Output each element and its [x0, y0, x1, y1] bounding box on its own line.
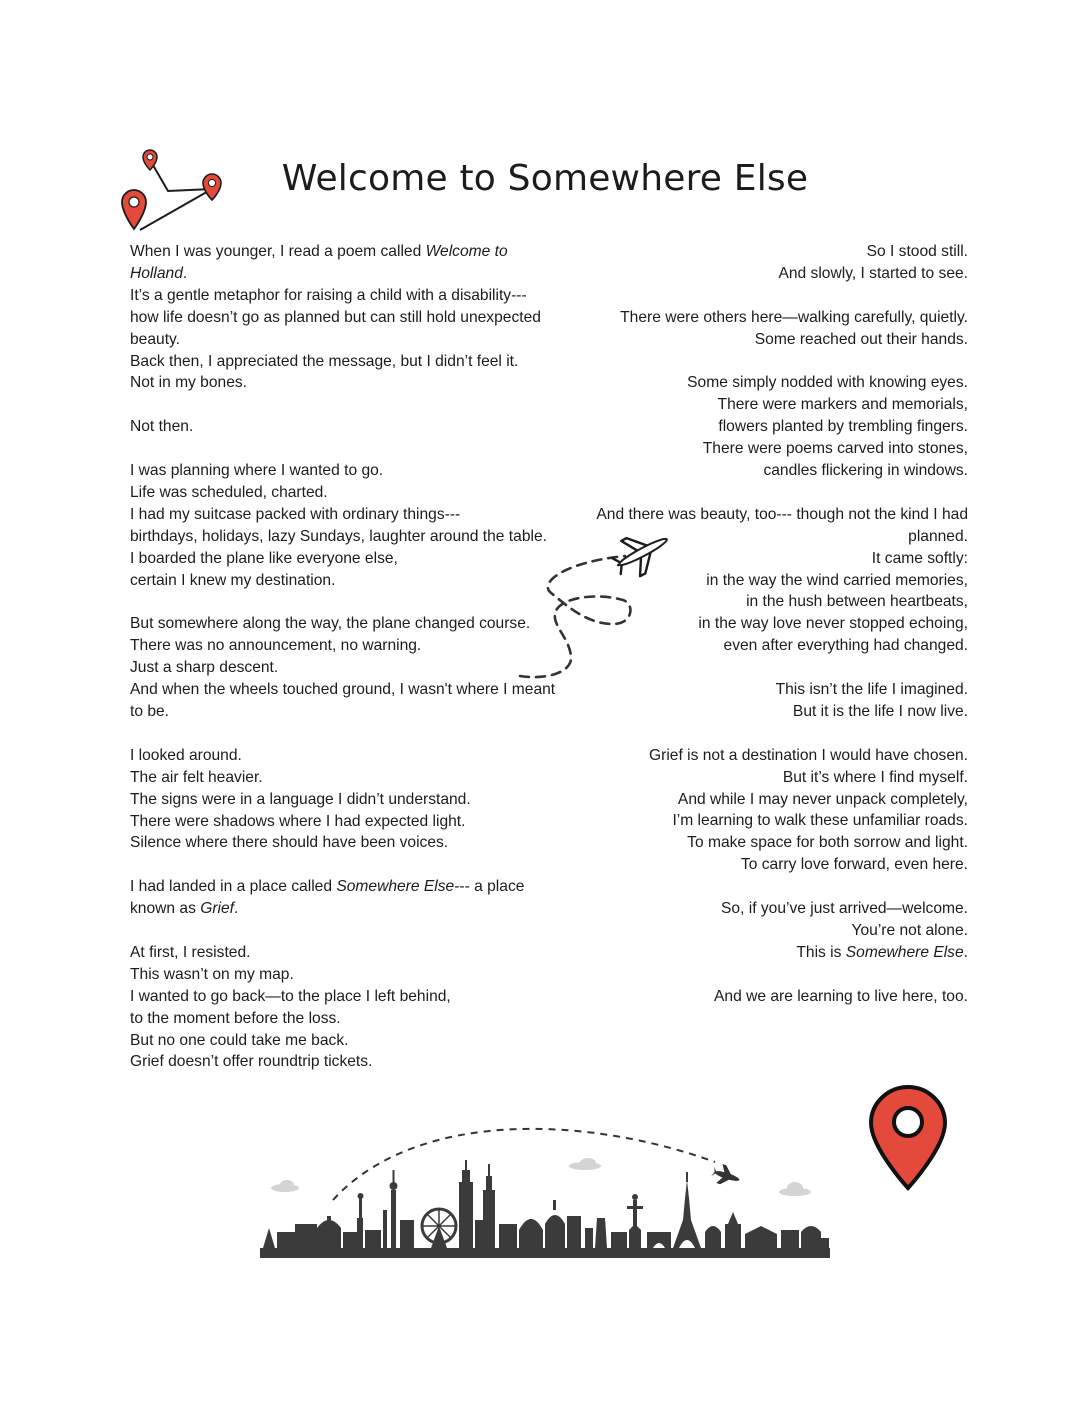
- page-title: Welcome to Somewhere Else: [281, 158, 809, 199]
- poem-line: [548, 438, 968, 460]
- line-text: Not then.: [130, 418, 194, 436]
- line-text: Grief is not a destination I would have chosen.: [649, 746, 968, 764]
- line-text: Back then, I appreciated the message, but I didn’t feel it.: [130, 352, 519, 370]
- poem-line: [130, 526, 560, 548]
- line-text: in the hush between heartbeats,: [746, 593, 968, 611]
- poem-line: [130, 351, 560, 373]
- poem-line: [548, 898, 968, 920]
- poem-line: [130, 285, 560, 307]
- poem-line: [548, 854, 968, 876]
- line-text: So I stood still.: [866, 243, 968, 260]
- line-text: I boarded the plane like everyone else,: [130, 549, 398, 567]
- large-pin-icon: [122, 190, 146, 229]
- poem-line: [130, 679, 560, 723]
- poem-line: [130, 613, 560, 635]
- line-text: Grief doesn’t offer roundtrip tickets.: [130, 1053, 373, 1071]
- stanza: [130, 876, 560, 920]
- stanza: [130, 241, 560, 394]
- line-text: to the moment before the loss.: [130, 1009, 341, 1027]
- poem-line: [548, 920, 968, 942]
- poem-line: [130, 1030, 560, 1052]
- poem-line: [548, 701, 968, 723]
- world-skyline-illustration: [255, 1120, 835, 1265]
- line-text: birthdays, holidays, lazy Sundays, laughter around the table.: [130, 527, 547, 545]
- line-text: And slowly, I started to see.: [778, 264, 968, 282]
- poem-line: [130, 460, 560, 482]
- line-text: in the way love never stopped echoing,: [698, 615, 968, 633]
- airplane-icon: [607, 522, 676, 584]
- poem-line: [548, 394, 968, 416]
- line-text: I wanted to go back—to the place I left behind,: [130, 987, 451, 1005]
- line-text: It’s a gentle metaphor for raising a child with a disability---: [130, 286, 527, 304]
- poem-line: [130, 1008, 560, 1030]
- line-text: .: [234, 900, 239, 918]
- poem-line: [130, 635, 560, 657]
- line-text: Silence where there should have been voices.: [130, 834, 449, 852]
- line-text: There were poems carved into stones,: [702, 440, 968, 458]
- stanza: [548, 898, 968, 964]
- stanza: [548, 986, 968, 1008]
- line-text: candles flickering in windows.: [763, 462, 968, 480]
- italic-text: Somewhere Else: [336, 878, 455, 896]
- line-text: You’re not alone.: [851, 922, 968, 939]
- line-text: It came softly:: [871, 549, 968, 567]
- poem-line: [548, 460, 968, 482]
- line-text: This wasn’t on my map.: [130, 965, 294, 983]
- line-text: But it’s where I find myself.: [782, 768, 968, 786]
- stanza: [130, 613, 560, 723]
- medium-pin-icon: [203, 174, 221, 200]
- line-text: The air felt heavier.: [130, 768, 263, 786]
- line-text: Not in my bones.: [130, 374, 248, 392]
- poem-line: [548, 416, 968, 438]
- poem-line: [130, 767, 560, 789]
- line-text: Life was scheduled, charted.: [130, 483, 328, 501]
- stanza: [548, 679, 968, 723]
- line-text: But no one could take me back.: [130, 1031, 349, 1049]
- line-text: certain I knew my destination.: [130, 571, 336, 589]
- line-text: But it is the life I now live.: [792, 702, 968, 720]
- poem-line: [130, 964, 560, 986]
- line-text: And while I may never unpack completely,: [677, 790, 968, 808]
- poem-line: [548, 942, 968, 964]
- poem-line: [130, 789, 560, 811]
- stanza: [130, 745, 560, 855]
- poem-left-column: [130, 241, 560, 1095]
- line-text: I had landed in a place called: [130, 878, 337, 896]
- line-text: in the way the wind carried memories,: [706, 571, 968, 589]
- poem-line: [130, 570, 560, 592]
- poem-line: [548, 745, 968, 767]
- stanza: [548, 745, 968, 876]
- italic-text: Welcome to Holland: [130, 243, 512, 282]
- poem-line: [130, 1051, 560, 1073]
- line-text: At first, I resisted.: [130, 943, 251, 961]
- paper-plane-dashed-trail-icon: [515, 528, 680, 683]
- line-text: Just a sharp descent.: [130, 659, 279, 677]
- poem-line: [130, 307, 560, 351]
- line-text: And we are learning to live here, too.: [714, 987, 968, 1005]
- line-text: And when the wheels touched ground, I wasn't where I meant to be.: [130, 681, 560, 720]
- stanza: [130, 416, 560, 438]
- line-text: To make space for both sorrow and light.: [687, 834, 968, 852]
- poem-line: [130, 832, 560, 854]
- poem-line: [130, 811, 560, 833]
- line-text: even after everything had changed.: [723, 637, 968, 655]
- poem-line: [548, 986, 968, 1008]
- line-text: To carry love forward, even here.: [740, 856, 968, 874]
- poem-line: [548, 810, 968, 832]
- line-text: So, if you’ve just arrived—welcome.: [721, 900, 968, 918]
- poem-line: [130, 504, 560, 526]
- line-text: The signs were in a language I didn’t understand.: [130, 790, 471, 808]
- line-text: I was planning where I wanted to go.: [130, 462, 384, 480]
- poem-line: [548, 832, 968, 854]
- italic-text: Grief: [200, 900, 235, 918]
- line-text: I’m learning to walk these unfamiliar roads.: [672, 812, 968, 830]
- line-text: flowers planted by trembling fingers.: [718, 418, 968, 436]
- location-pin-icon: [866, 1084, 950, 1194]
- skyline-silhouette: [260, 1160, 830, 1258]
- poem-line: [130, 986, 560, 1008]
- line-text: Some simply nodded with knowing eyes.: [687, 374, 968, 392]
- poem-line: [130, 416, 560, 438]
- line-text: There were shadows where I had expected light.: [130, 812, 466, 830]
- line-text: But somewhere along the way, the plane changed course.: [130, 615, 531, 633]
- small-plane-icon: [710, 1162, 743, 1190]
- stanza: [548, 372, 968, 482]
- line-text: .: [963, 943, 968, 961]
- line-text: This is: [796, 943, 846, 961]
- line-text: There were others here—walking carefully, quietly.: [620, 308, 968, 326]
- poem-line: [130, 372, 560, 394]
- poem-line: [130, 548, 560, 570]
- poem-line: [130, 942, 560, 964]
- line-text: how life doesn’t go as planned but can still hold unexpected beauty.: [130, 308, 546, 348]
- poem-line: [548, 789, 968, 811]
- line-text: There were markers and memorials,: [717, 396, 968, 414]
- stanza: [130, 460, 560, 591]
- italic-text: Somewhere Else: [845, 943, 964, 961]
- poem-line: [548, 263, 968, 285]
- stanza: [548, 241, 968, 285]
- poem-line: [130, 482, 560, 504]
- poem-line: [548, 372, 968, 394]
- map-route-pins-icon: [112, 146, 232, 242]
- line-text: And there was beauty, too--- though not the kind I had planned.: [596, 505, 973, 545]
- line-text: .: [182, 264, 188, 282]
- stanza: [130, 942, 560, 1073]
- poem-line: [548, 307, 968, 329]
- line-text: This isn’t the life I imagined.: [775, 681, 968, 699]
- poem-line: [548, 767, 968, 789]
- stanza: [548, 307, 968, 351]
- poem-line: [130, 241, 560, 285]
- line-text: I had my suitcase packed with ordinary things---: [130, 505, 461, 523]
- poem-line: [130, 745, 560, 767]
- line-text: There was no announcement, no warning.: [130, 637, 422, 655]
- poem-line: [130, 876, 560, 920]
- line-text: I looked around.: [130, 746, 242, 764]
- poem-line: [130, 657, 560, 679]
- line-text: When I was younger, I read a poem called: [130, 243, 426, 260]
- poem-line: [548, 329, 968, 351]
- line-text: --- a place known as: [130, 878, 529, 918]
- line-text: Some reached out their hands.: [754, 330, 968, 348]
- poem-line: [548, 241, 968, 263]
